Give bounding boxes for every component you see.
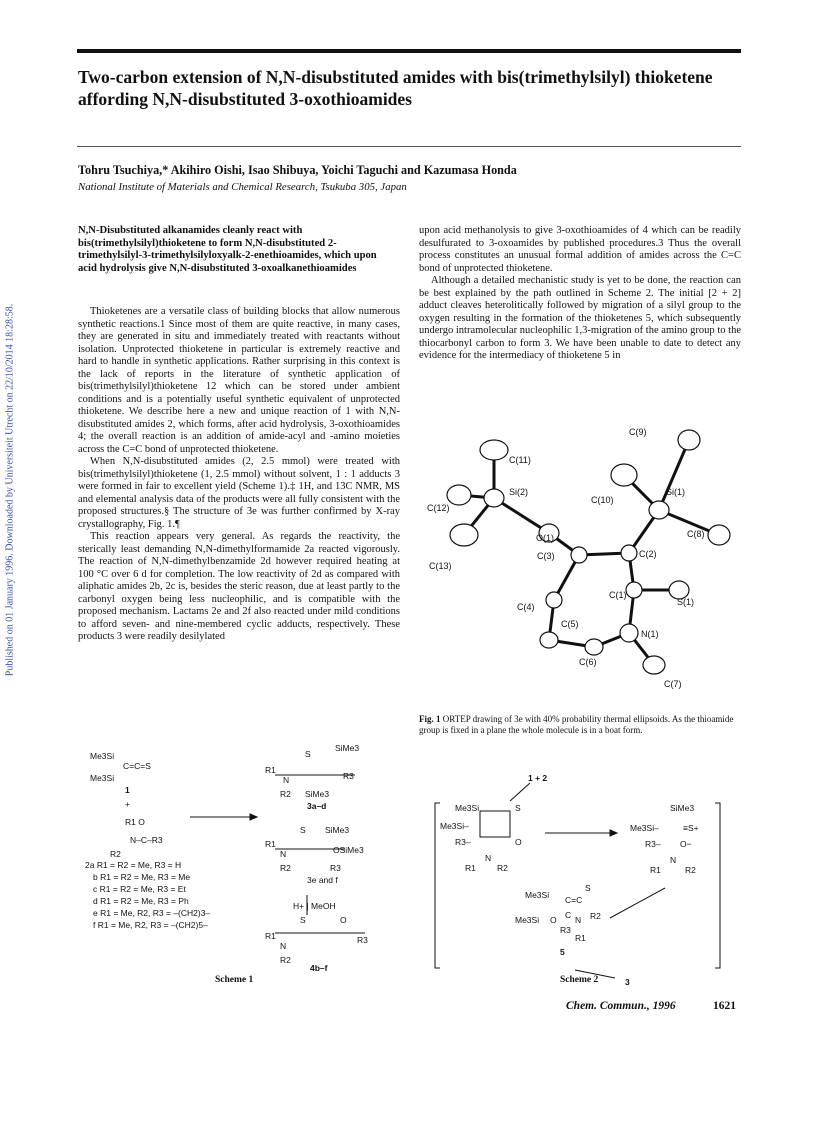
scheme-2-start: 1 + 2 (528, 773, 548, 783)
svg-text:C=C: C=C (565, 895, 583, 905)
paragraph: When N,N-disubstituted amides (2, 2.5 mmol) were treated with bis(trimethylsilyl)thioketene (1, 2.5 mmol) without solvent, 1 : 1 adducts 3 were formed in fair to excellent yield (Scheme 1).‡ 1H, and 13C NMR, MS and elemental analysis data of the products were all fully consistent with the proposed structures.§ The structure of 3e was further confirmed by X-ray crystallography, Fig. 1.¶ (78, 456, 400, 530)
caption-label: Fig. 1 (419, 714, 441, 724)
svg-text:SiMe3: SiMe3 (335, 743, 360, 753)
svg-text:S: S (305, 749, 311, 759)
svg-text:Me3Si: Me3Si (515, 915, 540, 925)
svg-text:R2: R2 (280, 789, 291, 799)
ortep-label: C(9) (629, 427, 647, 437)
scheme-2-label: Scheme 2 (560, 975, 599, 985)
article-title: Two-carbon extension of N,N-disubstituted amides with bis(trimethylsilyl) thioketene affording N,N-disubstituted 3-oxothioamides (78, 67, 713, 109)
svg-text:S: S (300, 825, 306, 835)
caption-text: ORTEP drawing of 3e with 40% probability thermal ellipsoids. As the thioamide group is fixed in a plane the whole molecule is in a boat form. (419, 714, 734, 735)
svg-text:OSiMe3: OSiMe3 (333, 845, 364, 855)
svg-text:N: N (280, 849, 287, 859)
svg-text:≡S+: ≡S+ (683, 823, 699, 833)
scheme-2 (425, 773, 735, 988)
svg-text:R2: R2 (280, 863, 291, 873)
svg-text:R2: R2 (280, 955, 291, 965)
ortep-label: Si(1) (666, 487, 686, 497)
scheme-1-drawing (85, 737, 405, 972)
svg-text:R2: R2 (590, 911, 601, 921)
scheme-1-plus: + (125, 799, 130, 809)
scheme-2-product: 3 (625, 977, 630, 987)
ortep-label: C(13) (429, 561, 452, 571)
svg-text:SiMe3: SiMe3 (670, 803, 695, 813)
scheme-1-reagent: 1 (125, 785, 130, 795)
top-rule (77, 49, 741, 53)
figure-caption (419, 714, 739, 736)
svg-text:R2: R2 (685, 865, 696, 875)
svg-text:R1: R1 (265, 931, 276, 941)
body-column-2 (419, 225, 741, 363)
svg-text:N: N (283, 775, 290, 785)
download-sidebar[interactable] (3, 250, 17, 730)
svg-text:SiMe3: SiMe3 (325, 825, 350, 835)
svg-text:C: C (565, 910, 572, 920)
scheme-1-product: 4b–f (310, 963, 328, 973)
ortep-label: C(2) (639, 549, 657, 559)
svg-text:R2: R2 (497, 863, 508, 873)
svg-text:R2: R2 (110, 849, 121, 859)
scheme-1-substituent: d R1 = R2 = Me, R3 = Ph (93, 896, 189, 906)
svg-text:R3: R3 (357, 935, 368, 945)
svg-text:O: O (550, 915, 557, 925)
abstract: N,N-Disubstituted alkanamides cleanly react with bis(trimethylsilyl)thioketene to form N,N-disubstituted 2-trimethylsilyl-3-trimethylsilyloxyalk-2-enethioamides, which upon acid hydrolysis give N,N-disubstituted 3-oxoalkanethioamides (78, 225, 377, 274)
svg-text:Me3Si: Me3Si (90, 773, 115, 783)
ortep-label: C(12) (427, 503, 450, 513)
ortep-label: C(4) (517, 602, 535, 612)
ortep-label: C(1) (609, 590, 627, 600)
svg-text:R3–: R3– (455, 837, 471, 847)
ortep-label: C(8) (687, 529, 705, 539)
scheme-2-intermediate: 5 (560, 947, 565, 957)
svg-text:R1: R1 (465, 863, 476, 873)
ortep-label: C(3) (537, 551, 555, 561)
scheme-1-substituent: e R1 = Me, R2, R3 = –(CH2)3– (93, 908, 211, 918)
journal-citation: Chem. Commun., 1996 (566, 1000, 676, 1012)
svg-text:Me3Si: Me3Si (525, 890, 550, 900)
svg-text:SiMe3: SiMe3 (305, 789, 330, 799)
scheme-1-substituent: b R1 = R2 = Me, R3 = Me (93, 872, 191, 882)
ortep-label: S(1) (677, 597, 695, 607)
ortep-label: C(6) (579, 657, 597, 667)
scheme-1-hydrolysis: H+ | MeOH (293, 901, 336, 911)
ortep-label: N(1) (641, 629, 659, 639)
svg-text:O: O (515, 837, 522, 847)
svg-text:R3: R3 (560, 925, 571, 935)
ortep-label: O(1) (536, 533, 554, 543)
paragraph: Although a detailed mechanistic study is yet to be done, the reaction can be best explained by the path outlined in Scheme 2. The initial [2 + 2] adduct cleaves heterolitically followed by migration of a silyl group to the oxygen resulting in the formation of the thioketenes 5, which subsequently undergo intramolecular nucleophilic 1,3-migration of the amino group to the thiocarbonyl carbon to form 3. We have been unable to date to detect any evidence for the intermediacy of thioketene 5 in (419, 275, 741, 361)
paragraph: This reaction appears very general. As regards the reactivity, the sterically least demanding N,N-dimethylformamide 2a reacted vigorously. The reaction of N,N-dimethylbenzamide 2d however required heating at 100 °C over 6 d for completion. The low reactivity of 2d as compared with aliphatic amides 2b, 2c is, besides the steric reason, due at least partly to the carbonyl oxygen being less nucleophilic, and is compatible with the proposed mechanism. Lactams 2e and 2f also reacted under mild conditions to afford seven- and nine-membered cyclic adducts, respectively. These products 3 were readily desilylated (78, 531, 400, 642)
page-number: 1621 (713, 1000, 736, 1012)
scheme-1-label: Scheme 1 (215, 975, 254, 985)
svg-text:N: N (280, 941, 287, 951)
ortep-figure (419, 415, 741, 705)
ortep-label: C(7) (664, 679, 682, 689)
scheme-1-product: 3e and f (307, 875, 338, 885)
paragraph: Thioketenes are a versatile class of building blocks that allow numerous synthetic reactions.1 Since most of them are quite reactive, in many cases, they are generated in situ and immediately treated with reactants without isolation. Unprotected thioketene in particular is extremely reactive and hard to handle in synthetic applications. Rather surprising in this context is the lack of reports in the literature of synthetic application of bis(trimethylsilyl)thioketene 12 which can be stored under ambient conditions and is a potentially useful synthetic equivalent of unprotected thioketene. We describe here a new and unique reaction of 1 with N,N-disubstituted amides 2, which forms, after acid hydrolysis, 3-oxothioamides 4; the overall reaction is an addition of amide-acyl and -amino moieties across the C=C bond of unprotected thioketene. (78, 306, 400, 455)
scheme-1-substituent: 2a R1 = R2 = Me, R3 = H (85, 860, 182, 870)
svg-text:O−: O− (680, 839, 692, 849)
svg-text:N: N (485, 853, 492, 863)
svg-text:R1: R1 (265, 839, 276, 849)
scheme-1-substituent: f R1 = Me, R2, R3 = –(CH2)5– (93, 920, 208, 930)
svg-text:R3: R3 (343, 771, 354, 781)
svg-text:Me3Si–: Me3Si– (630, 823, 659, 833)
svg-text:S: S (300, 915, 306, 925)
svg-text:R1: R1 (265, 765, 276, 775)
body-column-1 (78, 306, 400, 644)
svg-text:R1: R1 (650, 865, 661, 875)
svg-text:O: O (340, 915, 347, 925)
svg-text:S: S (515, 803, 521, 813)
ortep-label: C(5) (561, 619, 579, 629)
header-rule (77, 146, 741, 147)
scheme-1 (85, 737, 405, 992)
affiliation: National Institute of Materials and Chemical Research, Tsukuba 305, Japan (78, 181, 407, 193)
svg-text:R3: R3 (330, 863, 341, 873)
svg-text:N: N (670, 855, 677, 865)
svg-text:N: N (575, 915, 582, 925)
svg-text:R3–: R3– (645, 839, 661, 849)
ortep-label: Si(2) (509, 487, 529, 497)
svg-text:S: S (585, 883, 591, 893)
ortep-label: C(11) (509, 455, 531, 465)
svg-text:C=C=S: C=C=S (123, 761, 151, 771)
svg-text:Me3Si–: Me3Si– (440, 821, 469, 831)
scheme-1-substituent: c R1 = R2 = Me, R3 = Et (93, 884, 186, 894)
svg-text:N–C–R3: N–C–R3 (130, 835, 163, 845)
paragraph: upon acid methanolysis to give 3-oxothioamides of 4 which can be readily desulfurated to 3-oxoamides by published procedures.3 Thus the overall process constitutes an unusual formal addition of amides across the C=C bond of unprotected thioketene. (419, 225, 741, 274)
svg-text:Me3Si: Me3Si (90, 751, 115, 761)
sidebar-text[interactable]: Published on 01 January 1996. Downloaded by Universiteit Utrecht on 22/10/2014 18:28:58. (4, 303, 16, 677)
ortep-label: C(10) (591, 495, 614, 505)
svg-text:R1 O: R1 O (125, 817, 145, 827)
scheme-1-product: 3a–d (307, 801, 327, 811)
svg-text:Me3Si: Me3Si (455, 803, 480, 813)
authors: Tohru Tsuchiya,* Akihiro Oishi, Isao Shibuya, Yoichi Taguchi and Kazumasa Honda (78, 163, 517, 177)
svg-text:R1: R1 (575, 933, 586, 943)
